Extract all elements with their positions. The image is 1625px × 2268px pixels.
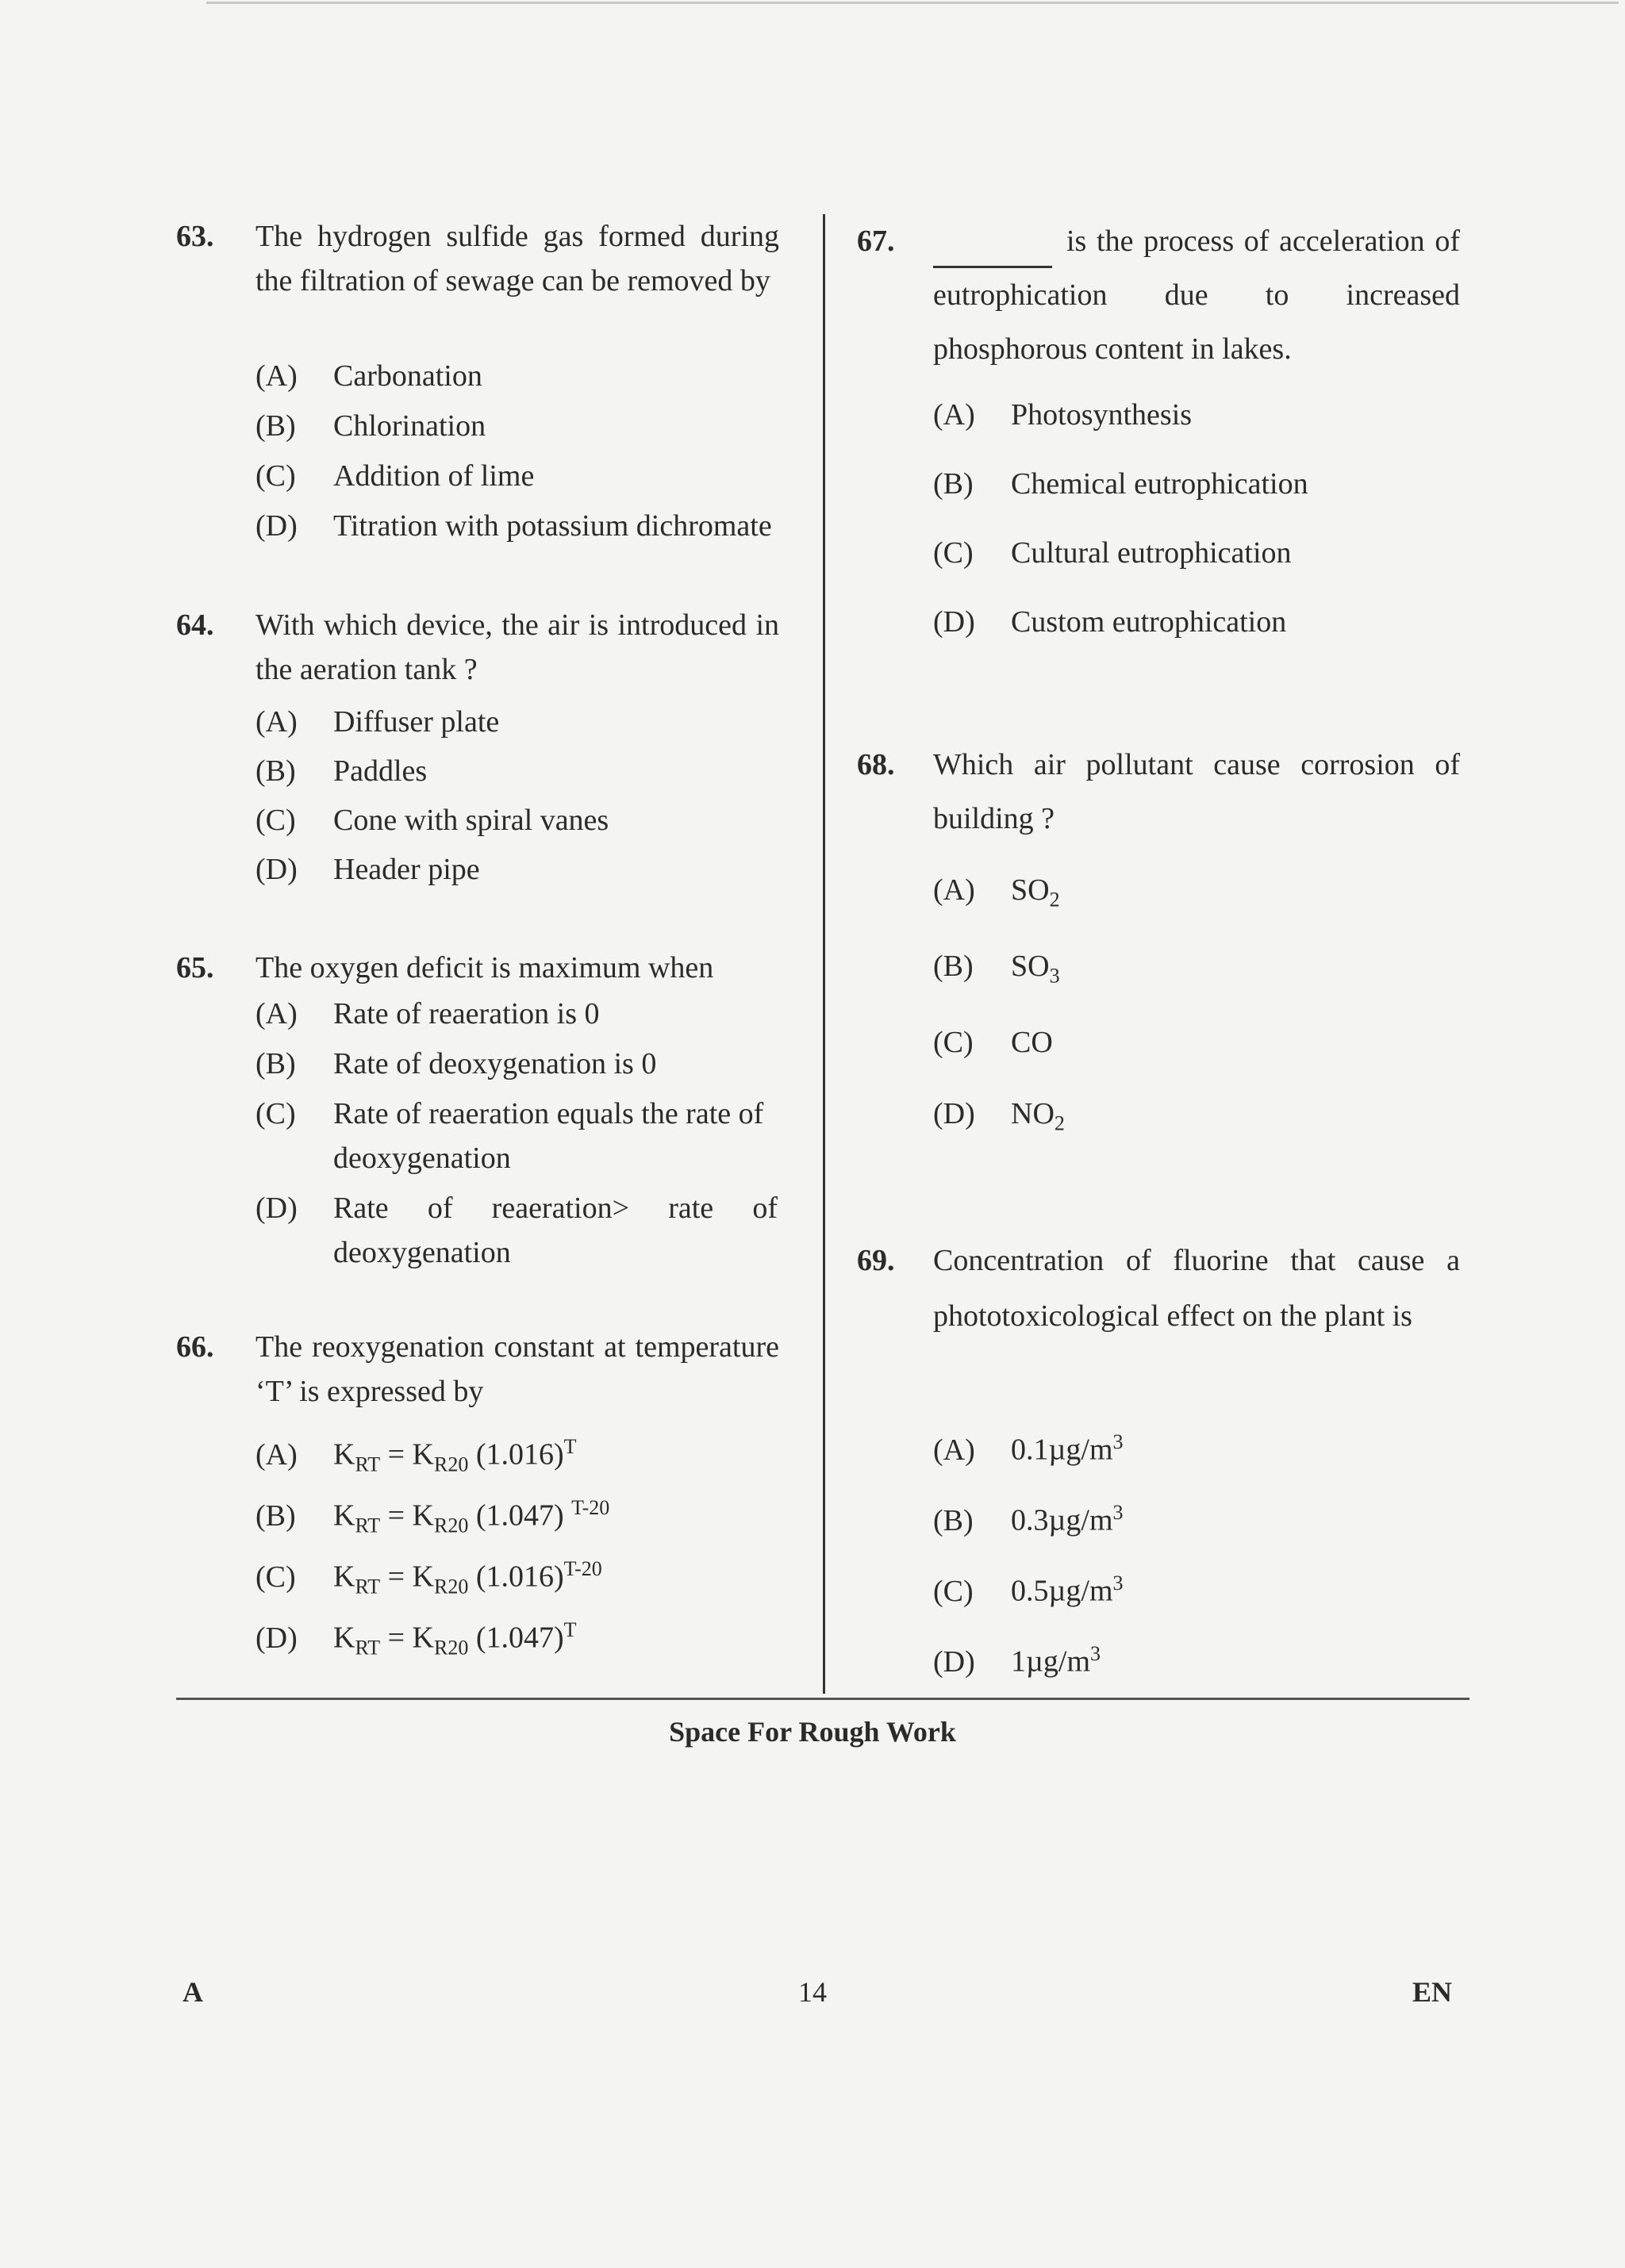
footer-language: EN bbox=[1412, 1976, 1453, 2008]
option-b: (B) $0.3\mu g/m^3$ bbox=[933, 1501, 1124, 1537]
option-a: (A) Photosynthesis bbox=[933, 398, 1193, 432]
rough-work-heading: Space For Rough Work bbox=[669, 1716, 956, 1748]
option-a: (A) $K_{RT} = K_{R20}$ $(1.016)^T$ bbox=[255, 1435, 577, 1476]
question-number: 66. bbox=[176, 1330, 214, 1364]
page-number: 14 bbox=[798, 1976, 827, 2008]
question-number: 67. bbox=[857, 224, 895, 258]
option-c: (C) Rate of reaeration equals the rate of deoxygenation bbox=[255, 1097, 764, 1175]
question-text: With which device, the air is introduced in the aeration tank ? bbox=[255, 608, 779, 686]
option-c: (C) $0.5\mu g/m^3$ bbox=[933, 1571, 1124, 1608]
question-text: The reoxygenation constant at temperature ‘T’ is expressed by bbox=[255, 1330, 779, 1408]
horizontal-rule bbox=[176, 1698, 1469, 1700]
option-d: (D) Titration with potassium dichromate bbox=[255, 509, 772, 543]
option-b: (B) $K_{RT} = K_{R20}$ (1.047) $^{T-20}$ bbox=[255, 1496, 610, 1537]
option-b: (B) $SO_3$ bbox=[933, 950, 1060, 988]
question-text: Which air pollutant cause corrosion of building ? bbox=[933, 748, 1460, 835]
option-d: (D) Header pipe bbox=[255, 853, 480, 886]
option-c: (C) $K_{RT} = K_{R20}$ $(1.016)^{T-20}$ bbox=[255, 1557, 602, 1598]
option-a: (A) Carbonation bbox=[255, 359, 482, 393]
question-text: is the process of acceleration of eutrophication due to increased phosphorous content in lakes. bbox=[933, 224, 1460, 366]
answer-blank bbox=[933, 234, 1052, 268]
option-c: (C) Addition of lime bbox=[255, 459, 535, 493]
question-text: Concentration of fluorine that cause a phototoxicological effect on the plant is bbox=[933, 1244, 1460, 1333]
option-b: (B) Chlorination bbox=[255, 409, 486, 443]
footer-series: A bbox=[182, 1976, 203, 2008]
option-d: (D) $NO_2$ bbox=[933, 1097, 1065, 1135]
question-number: 65. bbox=[176, 951, 214, 984]
column-divider bbox=[823, 214, 825, 1694]
option-a: (A) $SO_2$ bbox=[933, 873, 1060, 911]
option-a: (A) Diffuser plate bbox=[255, 705, 500, 739]
option-a: (A) $0.1\mu g/m^3$ bbox=[933, 1430, 1124, 1467]
top-scan-line bbox=[206, 2, 1619, 4]
option-d: (D) Rate of reaeration> rate of deoxygenation bbox=[255, 1192, 778, 1269]
option-b: (B) Chemical eutrophication bbox=[933, 467, 1308, 501]
option-a: (A) Rate of reaeration is 0 bbox=[255, 997, 600, 1030]
option-c: (C) Cone with spiral vanes bbox=[255, 804, 609, 837]
question-text: The oxygen deficit is maximum when bbox=[255, 951, 714, 984]
question-number: 64. bbox=[176, 608, 214, 642]
option-c: (C) Cultural eutrophication bbox=[933, 536, 1292, 570]
question-text: The hydrogen sulfide gas formed during the filtration of sewage can be removed by bbox=[255, 220, 779, 297]
option-d: (D) $1\mu g/m^3$ bbox=[933, 1642, 1101, 1679]
option-b: (B) Paddles bbox=[255, 754, 428, 788]
option-d: (D) Custom eutrophication bbox=[933, 605, 1287, 639]
option-b: (B) Rate of deoxygenation is 0 bbox=[255, 1047, 657, 1080]
question-number: 68. bbox=[857, 748, 895, 781]
question-number: 63. bbox=[176, 220, 214, 253]
option-c: (C) CO bbox=[933, 1026, 1053, 1059]
option-d: (D) $K_{RT} = K_{R20}$ $(1.047)^T$ bbox=[255, 1618, 577, 1660]
question-number: 69. bbox=[857, 1244, 895, 1277]
